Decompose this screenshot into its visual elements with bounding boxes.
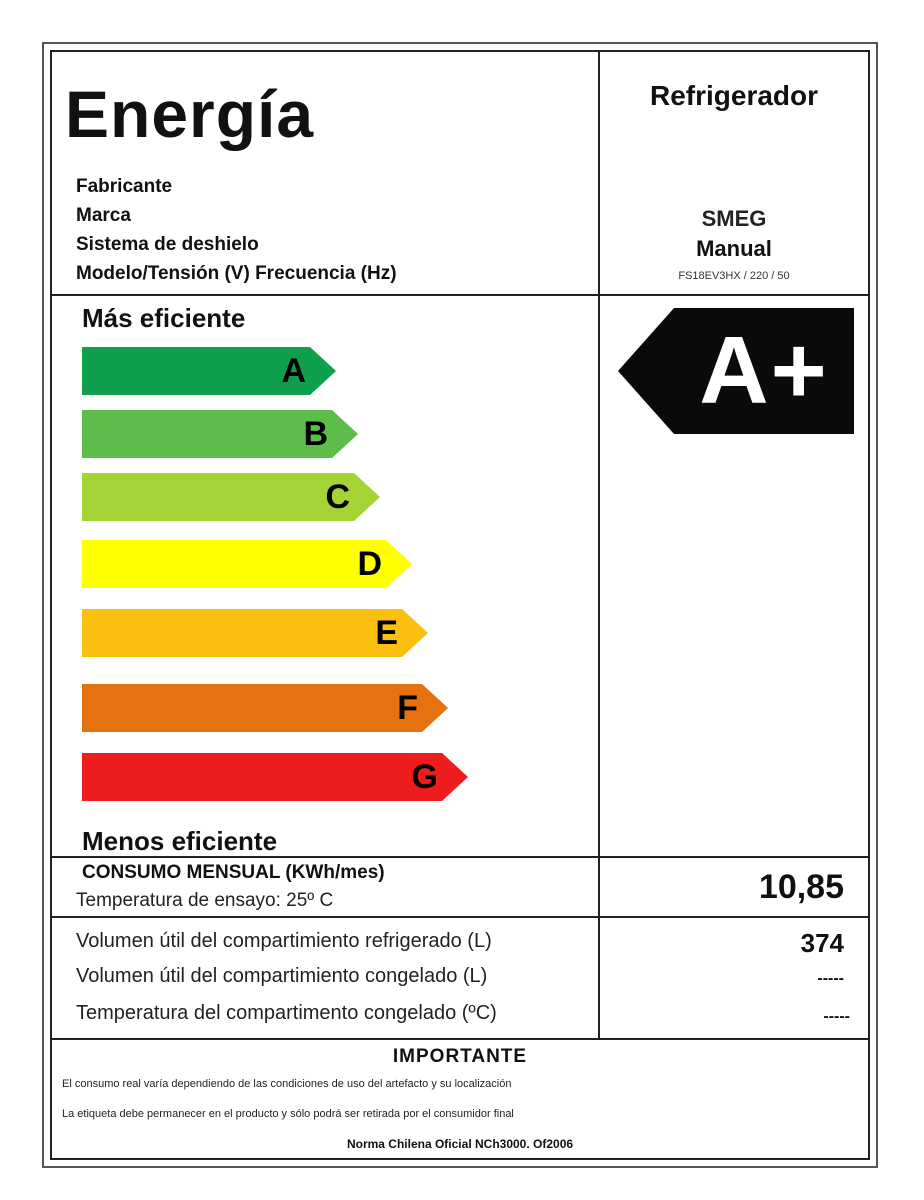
efficiency-bar-arrow-icon: [354, 473, 380, 521]
field-manufacturer-label: Fabricante: [76, 176, 173, 197]
scale-bottom-caption: Menos eficiente: [82, 826, 278, 856]
efficiency-bar-f: [82, 684, 448, 732]
label-title: Energía: [65, 77, 315, 151]
efficiency-bar-letter: F: [82, 684, 422, 732]
efficiency-bar-c: [82, 473, 380, 521]
efficiency-bar-letter: A: [82, 347, 310, 395]
efficiency-bar-d: [82, 540, 412, 588]
norm-reference: Norma Chilena Oficial NCh3000. Of2006: [346, 1137, 574, 1151]
efficiency-bar-letter: B: [82, 410, 332, 458]
field-defrost-label: Sistema de deshielo: [76, 234, 259, 255]
efficiency-bar-arrow-icon: [332, 410, 358, 458]
appliance-type: Refrigerador: [649, 80, 819, 111]
efficiency-bar-g: [82, 753, 468, 801]
scale-top-caption: Más eficiente: [82, 303, 246, 333]
field-model-value: FS18EV3HX / 220 / 50: [678, 270, 790, 282]
efficiency-bar-arrow-icon: [422, 684, 448, 732]
rating-class: A+: [674, 308, 854, 434]
efficiency-bar-letter: E: [82, 609, 402, 657]
important-line-1: El consumo real varía dependiendo de las condiciones de uso del artefacto y su localización: [62, 1078, 512, 1090]
consumption-value: 10,85: [758, 868, 844, 906]
divider-header: [50, 294, 870, 296]
test-temperature: Temperatura de ensayo: 25º C: [76, 890, 334, 911]
efficiency-bar-arrow-icon: [310, 347, 336, 395]
freezer-temperature-value: -----: [823, 1008, 850, 1025]
divider-consumption: [50, 916, 870, 918]
field-model-label: Modelo/Tensión (V) Frecuencia (Hz): [76, 263, 397, 284]
freezer-volume-label: Volumen útil del compartimiento congelado (L): [76, 965, 488, 987]
field-brand-value: SMEG: [701, 206, 767, 231]
efficiency-bar-letter: G: [82, 753, 442, 801]
freezer-temperature-label: Temperatura del compartimento congelado (ºC): [76, 1002, 497, 1024]
consumption-label: CONSUMO MENSUAL (KWh/mes): [82, 862, 385, 883]
efficiency-bar-arrow-icon: [442, 753, 468, 801]
efficiency-bar-arrow-icon: [386, 540, 412, 588]
fridge-volume-label: Volumen útil del compartimiento refrigerado (L): [76, 930, 492, 952]
efficiency-bar-letter: D: [82, 540, 386, 588]
efficiency-bar-arrow-icon: [402, 609, 428, 657]
efficiency-bar-b: [82, 410, 358, 458]
field-defrost-value: Manual: [696, 236, 772, 261]
important-line-2: La etiqueta debe permanecer en el producto y sólo podrá ser retirada por el consumidor final: [62, 1108, 514, 1120]
fridge-volume-value: 374: [800, 928, 844, 958]
field-brand-label: Marca: [76, 205, 131, 226]
divider-volumes: [50, 1038, 870, 1040]
efficiency-bar-letter: C: [82, 473, 354, 521]
efficiency-bar-a: [82, 347, 336, 395]
freezer-volume-value: -----: [817, 970, 844, 987]
rating-indicator: [618, 308, 854, 434]
rating-arrow-icon: [618, 308, 674, 434]
efficiency-bar-e: [82, 609, 428, 657]
important-title: IMPORTANTE: [392, 1046, 528, 1067]
